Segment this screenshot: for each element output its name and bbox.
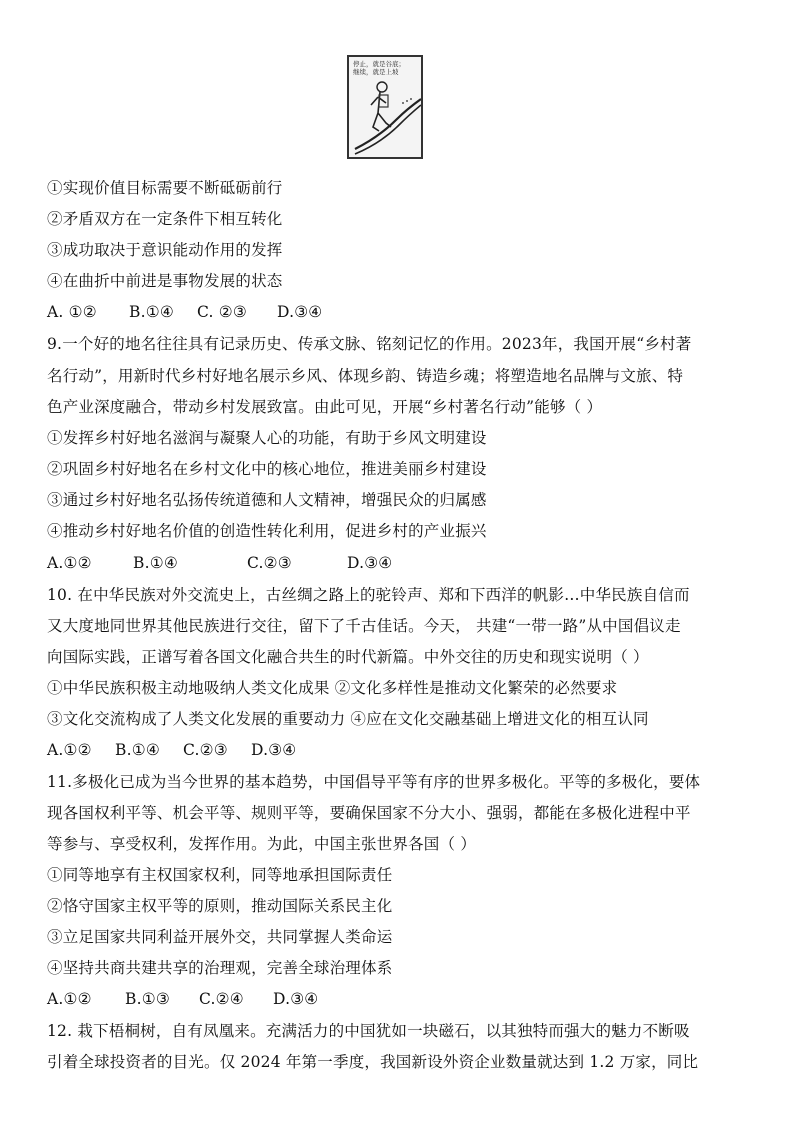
option-c[interactable]: C.②③	[183, 741, 228, 759]
q8-item-4: ④在曲折中前进是事物发展的状态	[47, 272, 283, 290]
q10-options	[47, 740, 296, 760]
q11-options	[47, 989, 318, 1009]
q11-stem-line: 等参与、享受权利，发挥作用。为此，中国主张世界各国（ ）	[47, 835, 477, 853]
cartoon-caption-line: 继续，就是上坡	[353, 68, 399, 76]
q10-stem-line: 10. 在中华民族对外交流史上，古丝绸之路上的驼铃声、郑和下西洋的帆影…中华民族自信而	[47, 586, 690, 604]
q10-item-row: ①中华民族积极主动地吸纳人类文化成果 ②文化多样性是推动文化繁荣的必然要求	[47, 679, 618, 697]
q9-item-4: ④推动乡村好地名价值的创造性转化利用，促进乡村的产业振兴	[47, 522, 487, 540]
option-a[interactable]: A.①②	[47, 741, 92, 759]
q9-stem-line: 名行动”，用新时代乡村好地名展示乡风、体现乡韵、铸造乡魂；将塑造地名品牌与文旅、特	[47, 367, 684, 385]
option-d[interactable]: D.③④	[347, 554, 393, 572]
option-c[interactable]: C.②④	[199, 990, 244, 1008]
q10-stem-line: 又大度地同世界其他民族进行交往，留下了千古佳话。今天， 共建“一带一路”从中国倡议走	[47, 617, 681, 635]
cartoon-figure	[347, 55, 423, 159]
q11-item-1: ①同等地享有主权国家权利，同等地承担国际责任	[47, 866, 393, 884]
q9-stem-line: 色产业深度融合，带动乡村发展致富。由此可见，开展“乡村著名行动”能够（ ）	[47, 398, 603, 416]
q9-item-3: ③通过乡村好地名弘扬传统道德和人文精神，增强民众的归属感	[47, 491, 487, 509]
option-a[interactable]: A.①②	[47, 554, 92, 572]
q9-stem-line: 9.一个好的地名往往具有记录历史、传承文脉、铭刻记忆的作用。2023年，我国开展“乡村著	[47, 335, 692, 353]
option-b[interactable]: B.①④	[115, 741, 160, 759]
q11-item-3: ③立足国家共同利益开展外交，共同掌握人类命运	[47, 928, 393, 946]
q10-stem-line: 向国际实践，正谱写着各国文化融合共生的时代新篇。中外交往的历史和现实说明（ ）	[47, 648, 649, 666]
q9-item-2: ②巩固乡村好地名在乡村文化中的核心地位，推进美丽乡村建设	[47, 460, 487, 478]
option-b[interactable]: B.①④	[129, 303, 174, 321]
q11-item-2: ②恪守国家主权平等的原则，推动国际关系民主化	[47, 897, 393, 915]
q11-stem-line: 现各国权利平等、机会平等、规则平等，要确保国家不分大小、强弱，都能在多极化进程中平	[47, 804, 691, 822]
q10-item-row: ③文化交流构成了人类文化发展的重要动力 ④应在文化交融基础上增进文化的相互认同	[47, 710, 649, 728]
q8-item-2: ②矛盾双方在一定条件下相互转化	[47, 210, 283, 228]
option-b[interactable]: B.①④	[133, 554, 178, 572]
q8-item-1: ①实现价值目标需要不断砥砺前行	[47, 179, 283, 197]
option-d[interactable]: D.③④	[251, 741, 297, 759]
option-b[interactable]: B.①③	[125, 990, 170, 1008]
option-d[interactable]: D.③④	[277, 303, 323, 321]
option-c[interactable]: C. ②③	[197, 303, 247, 321]
q12-stem-line: 12. 栽下梧桐树，自有凤凰来。充满活力的中国犹如一块磁石，以其独特而强大的魅力不断吸	[47, 1022, 690, 1040]
q11-stem-line: 11.多极化已成为当今世界的基本趋势，中国倡导平等有序的世界多极化。平等的多极化，要体	[47, 773, 701, 791]
q11-item-4: ④坚持共商共建共享的治理观，完善全球治理体系	[47, 959, 393, 977]
cartoon-caption	[353, 60, 421, 76]
cartoon-caption-line: 停止，就是谷底；	[353, 60, 405, 68]
option-d[interactable]: D.③④	[273, 990, 319, 1008]
q8-item-3: ③成功取决于意识能动作用的发挥	[47, 241, 283, 259]
option-c[interactable]: C.②③	[247, 554, 292, 572]
q12-stem-line: 引着全球投资者的目光。仅 2024 年第一季度，我国新设外资企业数量就达到 1.2 万家，同比	[47, 1053, 699, 1071]
option-a[interactable]: A. ①②	[47, 303, 97, 321]
q9-item-1: ①发挥乡村好地名滋润与凝聚人心的功能，有助于乡风文明建设	[47, 429, 487, 447]
q8-options	[47, 302, 322, 322]
option-a[interactable]: A.①②	[47, 990, 92, 1008]
q9-options	[47, 553, 392, 573]
